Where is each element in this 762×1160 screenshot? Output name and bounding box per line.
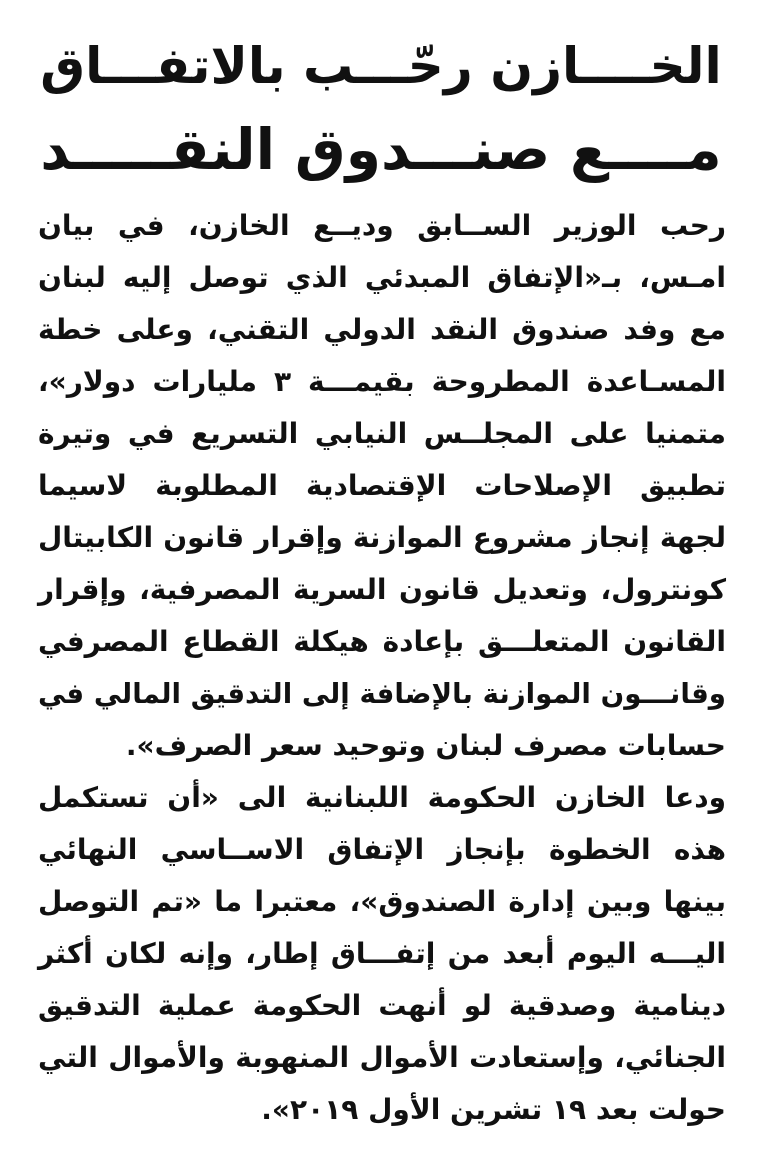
body-line: مع وفد صندوق النقد الدولي التقني، وعلى خطة: [38, 313, 726, 346]
body-line: الجنائي، وإستعادت الأموال المنهوبة والأموال التي: [38, 1041, 726, 1074]
body-line: القانون المتعلـــق بإعادة هيكلة القطاع المصرفي: [38, 625, 726, 658]
body-line: حسابات مصرف لبنان وتوحيد سعر الصرف».: [125, 729, 726, 762]
article-body: [38, 200, 726, 1136]
article-headline: [40, 24, 722, 192]
body-line: دينامية وصدقية لو أنهت الحكومة عملية التدقيق: [38, 989, 726, 1022]
body-line: هذه الخطوة بإنجاز الإتفاق الاســاسي النهائي: [38, 833, 726, 866]
body-line: حولت بعد ١٩ تشرين الأول ٢٠١٩».: [261, 1093, 726, 1126]
body-line: امـس، بـ«الإتفاق المبدئي الذي توصل إليه لبنان: [38, 261, 726, 294]
headline-line-1: الخــــازن رحّـــب بالاتفـــاق: [40, 36, 722, 95]
body-line: لجهة إنجاز مشروع الموازنة وإقرار قانون الكابيتال: [38, 521, 726, 554]
body-line: اليـــه اليوم أبعد من إتفـــاق إطار، وإنه لكان أكثر: [38, 937, 726, 970]
body-line: ودعا الخازن الحكومة اللبنانية الى «أن تستكمل: [38, 781, 726, 814]
headline-line-2: مــــع صنـــدوق النقـــــد: [40, 117, 722, 183]
body-line: تطبيق الإصلاحات الإقتصادية المطلوبة لاسيما: [38, 469, 726, 502]
body-line: متمنيا على المجلــس النيابي التسريع في وتيرة: [38, 417, 726, 450]
body-line: وقانـــون الموازنة بالإضافة إلى التدقيق المالي في: [38, 677, 726, 710]
body-line: رحب الوزير الســابق وديــع الخازن، في بيان: [38, 209, 726, 242]
body-line: المسـاعدة المطروحة بقيمـــة ٣ مليارات دولار»،: [38, 365, 726, 398]
body-line: كونترول، وتعديل قانون السرية المصرفية، وإقرار: [38, 573, 726, 606]
body-line: بينها وبين إدارة الصندوق»، معتبرا ما «تم التوصل: [38, 885, 726, 918]
